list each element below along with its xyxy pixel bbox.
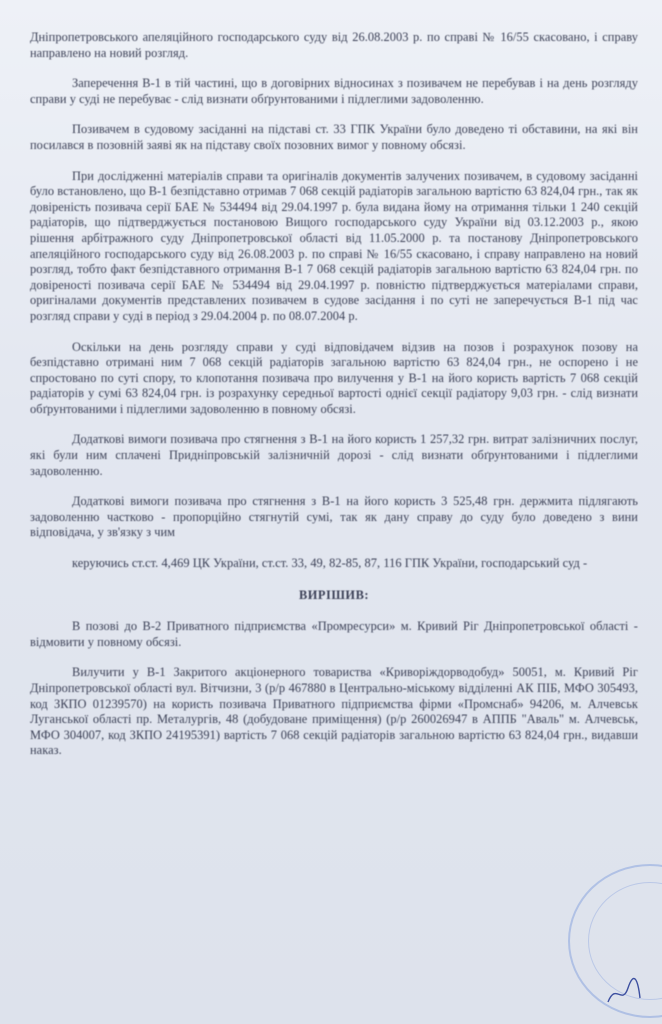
paragraph-objection: Заперечення В-1 в тій частині, що в договірних відносинах з позивачем не перебував і на день розгляду справи у суді не перебуває - слід визнати обґрунтованими і підлеглими задоволенню.	[30, 76, 638, 106]
decision-heading: ВИРІШИВ:	[299, 587, 369, 602]
signature-mark	[604, 972, 644, 1012]
paragraph-guided-by: керуючись ст.ст. 4,469 ЦК України, ст.ст. 33, 49, 82-85, 87, 116 ГПК України, господарський суд -	[72, 556, 588, 571]
paragraph-additional-rail: Додаткові вимоги позивача про стягнення з В-1 на його користь 1 257,32 грн. витрат залізничних послуг, які були ним сплачені Придніпровській залізничній дорозі - слід визнати обґрунтованими і підлеглими задоволенню.	[30, 432, 638, 478]
paragraph-since: Оскільки на день розгляду справи у суді відповідачем відзив на позов і розрахунок позову на безпідставно отримані ним 7 068 секцій радіаторів загальною вартістю 63 824,04 грн., не оспорено і не спростовано по суті спору, то клопотання позивача про вилучення у В-1 на його користь вартість 7 068 секцій радіаторів у сумі 63 824,04 грн. із розрахунку середньої вартості однієї секції радіатору 9,03 грн. - слід визнати обґрунтованими і підлеглими задоволенню в повному обсязі.	[30, 339, 638, 416]
paragraph-additional-duty: Додаткові вимоги позивача про стягнення з В-1 на його користь 3 525,48 грн. держмита підлягають задоволенню частково - пропорційно стягнутій сумі, так як дану справу до суду було доведено з вини відповідача, у зв'язку з чим	[30, 494, 638, 540]
paragraph-investigation: При дослідженні матеріалів справи та оригіналів документів залучених позивачем, в судовому засіданні було встановлено, що В-1 безпідставно отримав 7 068 секцій радіаторів загальною вартістю 63 824,04 грн., так як довіреність позивача серії БАЕ № 534494 від 29.04.1997 р. була видана йому на отримання тільки 1 240 секцій радіаторів, що підтверджується постановою Вищого господарського суду України від 03.12.2003 р., якою рішення арбітражного суду Дніпропетровської області від 11.05.2000 р. та постанову Дніпропетровського апеляційного господарського суду від 26.08.2003 р. по справі № 16/55 скасовано, і справу направлено на новий розгляд, тобто факт безпідставного отримання В-1 7 068 секцій радіаторів загальною вартістю 63 824,04 грн. по довіреності позивача серії БАЕ № 534494 від 29.04.1997 р. повністю підтверджується матеріалами справи, оригіналами документів представлених позивачем в судове засідання і по суті не заперечується В-1 під час розгляд справи у суді в період з 29.04.2004 р. по 08.07.2004 р.	[30, 168, 638, 323]
paragraph-plaintiff-proof: Позивачем в судовому засіданні на підставі ст. 33 ГПК України було доведено ті обставини, на які він посилався в позовній заяві як на підставу своїх позовних вимог у повному обсязі.	[30, 122, 638, 152]
paragraph-dismiss: В позові до В-2 Приватного підприємства «Промресурси» м. Кривий Ріг Дніпропетровської області - відмовити у повному обсязі.	[30, 619, 638, 649]
document-page	[30, 30, 638, 774]
paragraph-seize: Вилучити у В-1 Закритого акціонерного товариства «Криворіждорводобуд» 50051, м. Кривий Ріг Дніпропетровської області вул. Вітчизни, 3 (р/р 467880 в Центрально-міському відділенні АК ПІБ, МФО 305493, код ЗКПО 01239570) на користь позивача Приватного підприємства фірми «Промснаб» 94206, м. Алчевськ Луганської області пр. Металургів, 48 (добудоване приміщення) (р/р 260026947 в АППБ "Аваль" м. Алчевськ, МФО 304007, код ЗКПО 24195391) вартість 7 068 секцій радіаторів загальною вартістю 63 824,04 грн., видавши наказ.	[30, 665, 638, 758]
paragraph-continuation: Дніпропетровського апеляційного господарського суду від 26.08.2003 р. по справі № 16/55 скасовано, і справу направлено на новий розгляд.	[30, 30, 638, 60]
